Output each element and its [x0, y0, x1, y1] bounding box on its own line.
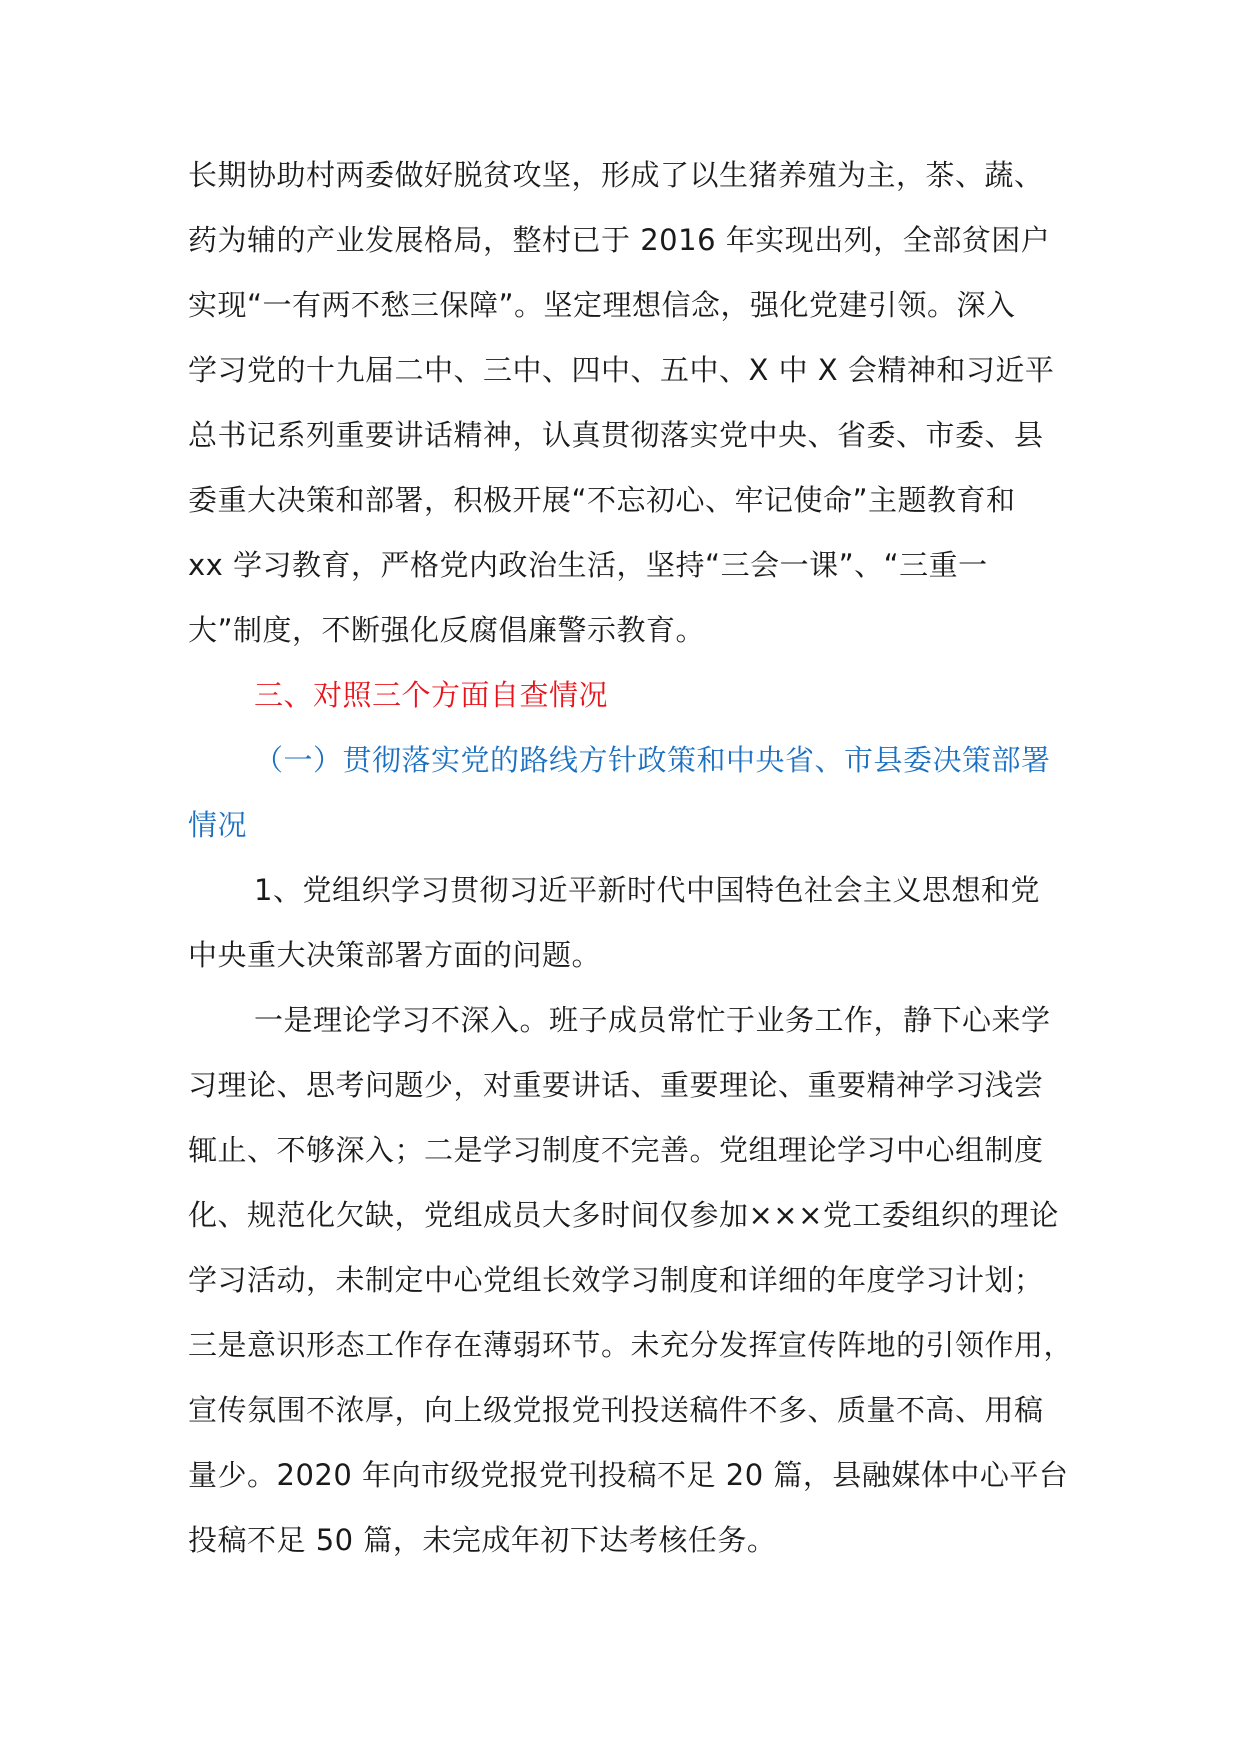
body-text-line: 量少。2020 年向市级党报党刊投稿不足 20 篇，县融媒体中心平台: [188, 1458, 1069, 1492]
body-text-line: 大”制度，不断强化反腐倡廉警示教育。: [188, 613, 706, 647]
subsection-heading-line: 情况: [188, 808, 248, 842]
body-text-line: 总书记系列重要讲话精神，认真贯彻落实党中央、省委、市委、县: [188, 418, 1044, 452]
body-text-line: 投稿不足 50 篇，未完成年初下达考核任务。: [188, 1523, 777, 1557]
section-heading: 三、对照三个方面自查情况: [254, 678, 609, 712]
body-text-line: 一是理论学习不深入。班子成员常忙于业务工作，静下心来学: [254, 1003, 1051, 1037]
body-text-line: 化、规范化欠缺，党组成员大多时间仅参加×××党工委组织的理论: [188, 1198, 1059, 1232]
body-text-line: 中央重大决策部署方面的问题。: [188, 938, 602, 972]
body-text-line: 宣传氛围不浓厚，向上级党报党刊投送稿件不多、质量不高、用稿: [188, 1393, 1044, 1427]
body-text-line: 三是意识形态工作存在薄弱环节。未充分发挥宣传阵地的引领作用，: [188, 1328, 1074, 1362]
body-text-line: 长期协助村两委做好脱贫攻坚，形成了以生猪养殖为主，茶、蔬、: [188, 158, 1044, 192]
body-text-line: 学习党的十九届二中、三中、四中、五中、X 中 X 会精神和习近平: [188, 353, 1055, 387]
body-text-line: 实现“一有两不愁三保障”。坚定理想信念，强化党建引领。深入: [188, 288, 1016, 322]
body-text-line: 学习活动，未制定中心党组长效学习制度和详细的年度学习计划；: [188, 1263, 1044, 1297]
document-body: [188, 143, 1074, 1573]
body-text-line: 药为辅的产业发展格局，整村已于 2016 年实现出列，全部贫困户: [188, 223, 1051, 257]
body-text-line: xx 学习教育，严格党内政治生活，坚持“三会一课”、“三重一: [188, 548, 988, 582]
body-text-line: 委重大决策和部署，积极开展“不忘初心、牢记使命”主题教育和: [188, 483, 1016, 517]
subsection-heading-line: （一）贯彻落实党的路线方针政策和中央省、市县委决策部署: [254, 743, 1051, 777]
body-text-line: 1、党组织学习贯彻习近平新时代中国特色社会主义思想和党: [254, 873, 1040, 907]
body-text-line: 辄止、不够深入；二是学习制度不完善。党组理论学习中心组制度: [188, 1133, 1044, 1167]
body-text-line: 习理论、思考问题少，对重要讲话、重要理论、重要精神学习浅尝: [188, 1068, 1044, 1102]
